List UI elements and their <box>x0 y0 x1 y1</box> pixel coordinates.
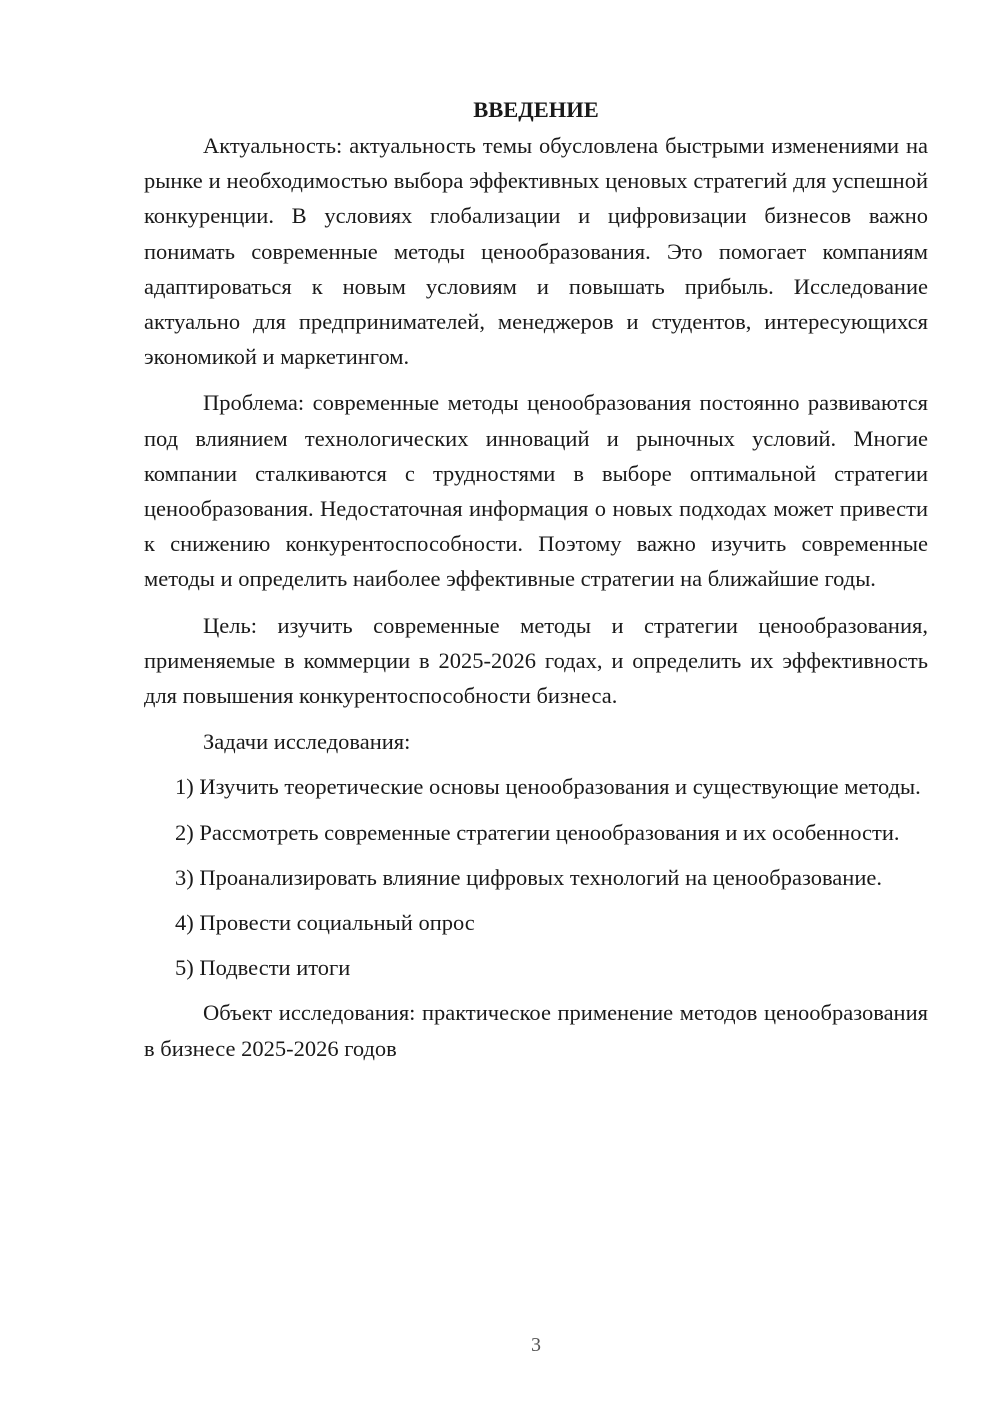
task-item-5: 5) Подвести итоги <box>175 955 351 981</box>
paragraph-goal: Цель: изучить современные методы и стратегии ценообразования, применяемые в коммерции в 2025-2026 годах, и определить их эффективность для повышения конкурентоспособности бизнеса. <box>144 612 928 709</box>
paragraph-relevance: Актуальность: актуальность темы обусловлена быстрыми изменениями на рынке и необходимостью выбора эффективных ценовых стратегий для успешной конкуренции. В условиях глобализации и цифровизации бизнесов важно понимать современные методы ценообразования. Это помогает компаниям адаптироваться к новым условиям и повышать прибыль. Исследование актуально для предпринимателей, менеджеров и студентов, интересующихся экономикой и маркетингом. <box>144 133 928 370</box>
task-item-4: 4) Провести социальный опрос <box>175 910 475 936</box>
page-body <box>144 92 928 1077</box>
paragraph-problem: Проблема: современные методы ценообразования постоянно развиваются под влиянием технологических инноваций и рыночных условий. Многие компании сталкиваются с трудностями в выборе оптимальной стратегии ценообразования. Недостаточная информация о новых подходах может привести к снижению конкурентоспособности. Поэтому важно изучить современные методы и определить наиболее эффективные стратегии на ближайшие годы. <box>144 390 928 592</box>
tasks-heading: Задачи исследования: <box>203 729 411 755</box>
task-item-1: 1) Изучить теоретические основы ценообразования и существующие методы. <box>175 774 921 800</box>
paragraph-object: Объект исследования: практическое применение методов ценообразования в бизнесе 2025-2026 годов <box>144 1000 928 1061</box>
page-number: 3 <box>531 1334 541 1356</box>
section-heading: ВВЕДЕНИЕ <box>473 97 599 122</box>
task-item-3: 3) Проанализировать влияние цифровых технологий на ценообразование. <box>175 864 882 890</box>
task-item-2: 2) Рассмотреть современные стратегии ценообразования и их особенности. <box>175 819 900 845</box>
